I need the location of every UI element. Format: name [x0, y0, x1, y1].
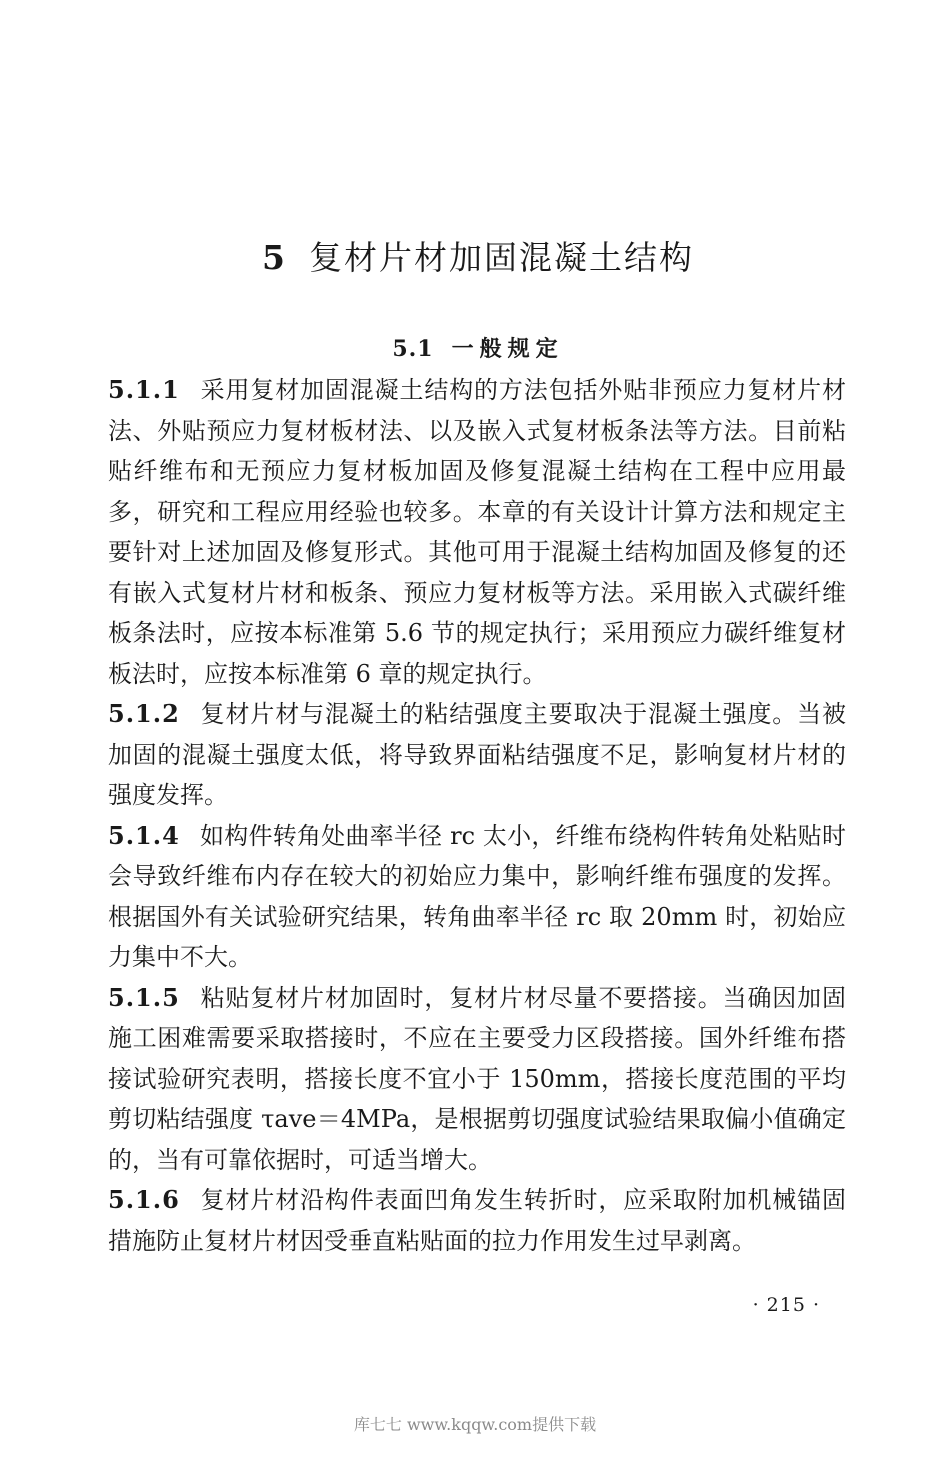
- clause-5-1-6: [108, 1180, 846, 1261]
- clause-text: 复材片材沿构件表面凹角发生转折时，应采取附加机械锚固措施防止复材片材因受垂直粘贴面的拉力作用发生过早剥离。: [108, 1186, 846, 1255]
- clause-text: 采用复材加固混凝土结构的方法包括外贴非预应力复材片材法、外贴预应力复材板材法、以及嵌入式复材板条法等方法。目前粘贴纤维布和无预应力复材板加固及修复混凝土结构在工程中应用最多，研究和工程应用经验也较多。本章的有关设计计算方法和规定主要针对上述加固及修复形式。其他可用于混凝土结构加固及修复的还有嵌入式复材片材和板条、预应力复材板等方法。采用嵌入式碳纤维板条法时，应按本标准第 5.6 节的规定执行；采用预应力碳纤维复材板法时，应按本标准第 6 章的规定执行。: [108, 376, 846, 688]
- clause-number: 5.1.2: [108, 699, 180, 728]
- clause-number: 5.1.4: [108, 820, 180, 850]
- clause-number: 5.1.6: [108, 1185, 180, 1214]
- watermark-text: 库七七 www.kqqw.com提供下载: [353, 1415, 597, 1434]
- clause-number: 5.1.5: [108, 982, 180, 1012]
- clause-text: 如构件转角处曲率半径 rc 太小，纤维布绕构件转角处粘贴时会导致纤维布内存在较大的初始应力集中，影响纤维布强度的发挥。根据国外有关试验研究结果，转角曲率半径 rc 取 20mm 时，初始应力集中不大。: [108, 821, 846, 971]
- clause-text: 粘贴复材片材加固时，复材片材尽量不要搭接。当确因加固施工困难需要采取搭接时，不应在主要受力区段搭接。国外纤维布搭接试验研究表明，搭接长度不宜小于 150mm，搭接长度范围的平均剪切粘结强度 τave＝4MPa，是根据剪切强度试验结果取偏小值确定的，当有可靠依据时，可适当增大。: [108, 983, 846, 1174]
- clause-5-1-5: [108, 978, 846, 1181]
- clause-text: 复材片材与混凝土的粘结强度主要取决于混凝土强度。当被加固的混凝土强度太低，将导致界面粘结强度不足，影响复材片材的强度发挥。: [108, 700, 846, 809]
- clause-5-1-4: [108, 816, 846, 978]
- chapter-number: 5: [262, 238, 287, 278]
- section-number: 5.1: [392, 336, 434, 363]
- section-title-text: 一般规定: [451, 336, 564, 363]
- clause-5-1-1: [108, 370, 846, 694]
- clause-5-1-2: [108, 694, 846, 816]
- clause-number: 5.1.1: [108, 375, 180, 404]
- section-title: [108, 332, 848, 363]
- body-text: [108, 370, 846, 1261]
- chapter-title-text: 复材片材加固混凝土结构: [308, 238, 694, 278]
- page-number: · 215 ·: [752, 1294, 820, 1316]
- chapter-title: [108, 232, 848, 279]
